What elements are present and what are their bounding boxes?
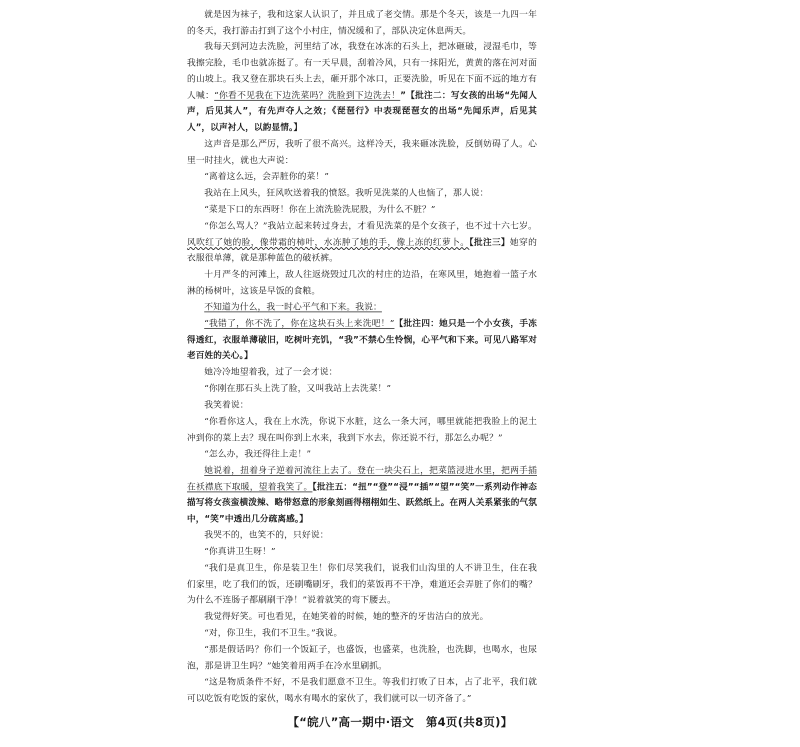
paragraph-19 [187,560,537,609]
text-segment: 这声音是那么严厉，我听了很不高兴。这样冷天，我来砸冰洗脸，反倒妨碍了人。心里一时挂火，就也大声说： [187,138,537,165]
text-segment: “你刚在那石头上洗了脸，又叫我站上去洗菜！” [204,383,392,394]
paragraph-14 [187,413,537,445]
text-segment: “菜是下口的东西呀！你在上流洗脸洗屁股，为什么不脏？” [204,203,436,214]
paragraph-17 [187,527,537,543]
text-segment: “我错了，你不洗了，你在这块石头上来洗吧！” [204,317,395,329]
paragraph-5 [187,185,537,201]
body-text [102,2,676,703]
paragraph-16 [187,462,537,527]
paragraph-12 [187,380,537,396]
text-segment: 十月严冬的河滩上，敌人往返烧毁过几次的村庄的边沿，在寒风里，她抱着一篮子水淋的杨树叶，这该是早饭的食粮。 [187,269,537,296]
text-segment: 就是因为袜子，我和这家人认识了，并且成了老交情。那是个冬天，该是一九四一年的冬天，我打游击打到了这个小村庄，情况缓和了，部队决定休息两天。 [187,8,537,36]
paragraph-8 [187,266,537,298]
paragraph-3 [187,136,537,168]
paragraph-10 [187,315,537,364]
text-segment: “你看不见我在下边洗菜吗？洗脸到下边洗去！ [214,89,401,100]
text-segment: “离着这么远，会弄脏你的菜！” [204,170,329,181]
text-segment: “这是物质条件不好，不是我们愿意不卫生。等我们打败了日本，占了北平，我们就可以吃饭有吃饭的家伙，喝水有喝水的家伙了，我们就可以一切齐备了。” [187,676,537,703]
paragraph-2 [187,38,537,135]
paragraph-6 [187,201,537,217]
text-segment: “你怎么骂人？”我站立起来转过身去，才看见洗菜的是个女孩子，也不过十六七岁。 [204,220,537,231]
paragraph-4 [187,168,537,184]
paragraph-7 [187,218,537,267]
paragraph-13 [187,397,537,413]
text-segment: 她穿的衣服很单薄，就是那种蓝色的破袄裤。 [187,236,537,263]
text-segment: “对，你卫生，我们不卫生。”我说。 [204,627,343,638]
text-segment: 她冷冷地望着我，过了一会才说： [204,366,338,377]
text-segment: “你看你这人，我在上水洗，你说下水脏，这么一条大河，哪里就能把我脸上的泥土冲到你的菜上去？现在叫你到上水来，我到下水去，你还说不行，那怎么办呢？” [187,416,537,443]
text-segment: 不知道为什么，我一时心平气和下来。我说： [204,301,382,312]
paragraph-21 [187,625,537,641]
text-segment: “我们是真卫生，你是装卫生！你们尽笑我们，说我们山沟里的人不讲卫生，住在我们家里，吃了我们的饭，还刷嘴刷牙，我们的菜饭再不干净，难道还会弄脏了你们的嘴？为什么不连肠子都刷刷干净！”说着就笑的弯下腰去。 [187,562,537,606]
text-segment: 风吹红了她的脸，像带霜的柿叶，水冻肿了她的手，像上冻的红萝卜。 [187,236,470,247]
text-segment: 我每天到河边去洗脸，河里结了冰，我登在冰冻的石头上，把冰砸破，浸湿毛巾，等我擦完脸，毛巾也就冻挺了。有一天早晨，刮着冷风，只有一抹阳光，黄黄的落在河对面的山坡上。我又登在那块石头上去，砸开那个冰口，正要洗脸，听见在下面不远的地方有人喊： [187,41,537,100]
text-segment: 她说着，扭着身子逆着河流往上去了。登在一块尖石上，把菜篮浸进水里，把两手插在袄襟底下取暖，望着我笑了。 [187,465,537,492]
text-segment: 我觉得好笑。可也看见，在她笑着的时候，她的整齐的牙齿洁白的放光。 [204,611,489,622]
text-segment: “你真讲卫生呀！” [204,546,276,557]
text-segment: 我站在上风头，狂风吹送着我的愤怒。我听见洗菜的人也恼了，那人说： [204,187,489,198]
annotation-note: 【批注五：“扭”“登”“浸”“插”“望”“笑”一系列动作神态描写将女孩蛮横泼辣、略带怒意的形象刻画得栩栩如生、跃然纸上。在两人关系紧张的气氛中，“笑”中透出几分疏离感。】 [187,481,538,524]
paragraph-23 [187,674,537,706]
paragraph-11 [187,364,537,380]
text-segment: 我哭不的，也笑不的，只好说： [204,529,329,540]
paragraph-9 [187,299,537,315]
annotation-note: ”【批注二：写女孩的出场“先闻人声，后见其人”，有先声夺人之效；《琵琶行》中表现琵琶女的出场“先闻乐声，后见其人”，以声衬人，以韵显情。】 [187,89,537,133]
paragraph-1 [187,6,537,38]
paragraph-15 [187,446,537,462]
paragraph-20 [187,608,537,624]
text-segment: “怎么办，我还得往上走！” [204,448,312,459]
annotation-note: 【批注四：她只是一个小女孩，手冻得透红，衣服单薄破旧，吃树叶充饥，“我”不禁心生怜悯，心平气和下来。可见八路军对老百姓的关心。】 [187,317,537,361]
paragraph-22 [187,641,537,673]
text-segment: 我笑着说： [204,399,249,410]
text-segment: “那是假话吗？你们一个饭缸子，也盛饭，也盛菜，也洗脸，也洗脚，也喝水，也尿泡，那是讲卫生吗？”她笑着用两手在冷水里刷抓。 [187,644,537,671]
page-footer: 【“皖八”高一期中·语文 第4页(共8页)】 [287,715,513,729]
paragraph-18 [187,543,537,559]
annotation-note: 【批注三】 [469,236,510,247]
